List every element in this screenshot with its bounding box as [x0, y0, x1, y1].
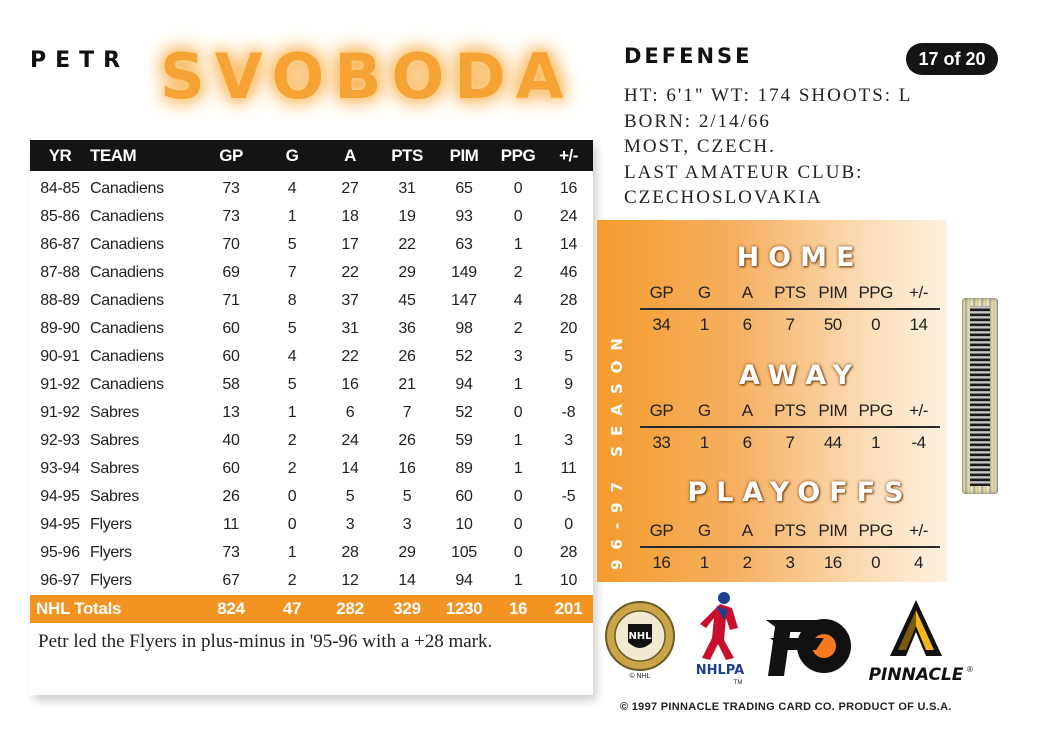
col-header-team: TEAM: [90, 140, 200, 171]
split-header: A: [726, 516, 769, 547]
cell-g: 2: [287, 460, 297, 477]
stats-header-row: [30, 140, 593, 171]
playoffs-gp: 16: [652, 553, 671, 572]
bio-amateur-club: CZECHOSLOVAKIA: [624, 187, 823, 208]
nhlpa-text: NHLPA: [695, 663, 745, 678]
totals-plus-minus: 201: [544, 595, 593, 623]
cell-team: Sabres: [90, 432, 139, 449]
totals-label: NHL Totals: [30, 595, 200, 623]
cell-gp: 13: [222, 404, 240, 421]
col-header-ppg: PPG: [492, 140, 544, 171]
split-header: PPG: [854, 516, 897, 547]
home-gp: 34: [652, 315, 671, 334]
cell-gp: 73: [222, 544, 240, 561]
cell-plus-minus: 24: [559, 208, 578, 225]
cell-g: 8: [287, 292, 297, 309]
player-position: DEFENSE: [624, 44, 753, 68]
playoffs-a: 2: [742, 553, 752, 572]
cell-yr: 93-94: [40, 460, 80, 477]
cell-pts: 29: [398, 544, 416, 561]
cell-ppg: 1: [513, 376, 523, 393]
nhlpa-tm: TM: [733, 680, 743, 686]
player-last-name: SVOBODA: [160, 40, 574, 113]
cell-team: Canadiens: [90, 208, 164, 225]
totals-ppg: 16: [492, 595, 544, 623]
season-label-text: 96-97 SEASON: [608, 328, 626, 570]
career-stats-panel: [30, 140, 593, 695]
cell-plus-minus: 11: [560, 460, 577, 477]
cell-team: Sabres: [90, 460, 139, 477]
totals-pim: 1230: [436, 595, 492, 623]
split-header: GP: [640, 278, 683, 309]
cell-team: Sabres: [90, 404, 139, 421]
cell-yr: 92-93: [40, 432, 80, 449]
split-header: G: [683, 396, 726, 427]
playoffs-ppg: 0: [871, 553, 881, 572]
copyright-line: © 1997 PINNACLE TRADING CARD CO. PRODUCT OF U.S.A.: [620, 701, 952, 713]
cell-plus-minus: -5: [561, 488, 576, 505]
nhlpa-logo: [680, 588, 760, 688]
away-ppg: 1: [871, 433, 881, 452]
cell-g: 4: [287, 348, 297, 365]
cell-ppg: 2: [513, 264, 523, 281]
cell-pim: 63: [455, 236, 473, 253]
cell-pts: 5: [402, 488, 412, 505]
cell-a: 18: [341, 208, 359, 225]
split-header: +/-: [897, 278, 940, 309]
cell-pts: 26: [398, 348, 416, 365]
cell-gp: 11: [222, 516, 239, 533]
cell-yr: 86-87: [40, 236, 80, 253]
cell-gp: 67: [222, 572, 240, 589]
totals-pts: 329: [378, 595, 436, 623]
cell-yr: 89-90: [40, 320, 80, 337]
cell-pts: 22: [398, 236, 416, 253]
cell-gp: 70: [222, 236, 240, 253]
home-pim: 50: [823, 315, 842, 334]
stats-row: [30, 171, 593, 203]
cell-team: Sabres: [90, 488, 139, 505]
cell-plus-minus: 9: [564, 376, 573, 393]
col-header-a: A: [322, 140, 378, 171]
stats-row: [30, 511, 593, 539]
cell-pim: 52: [455, 404, 473, 421]
cell-pts: 3: [402, 516, 412, 533]
cell-pts: 14: [398, 572, 416, 589]
cell-team: Canadiens: [90, 292, 164, 309]
totals-row: [30, 595, 593, 623]
flyers-logo: [762, 612, 858, 680]
away-header-row: [640, 396, 940, 427]
cell-ppg: 1: [513, 432, 523, 449]
cell-plus-minus: 20: [559, 320, 578, 337]
home-plus-minus: 14: [909, 315, 928, 334]
cell-a: 17: [341, 236, 359, 253]
cell-team: Canadiens: [90, 236, 164, 253]
away-plus-minus: -4: [911, 433, 926, 452]
cell-ppg: 0: [513, 404, 523, 421]
nhl-seal-logo: [600, 600, 680, 680]
cell-gp: 60: [222, 348, 240, 365]
col-header-plus-minus: +/-: [544, 140, 593, 171]
cell-g: 5: [287, 236, 297, 253]
cell-g: 1: [287, 208, 297, 225]
career-stats-table: [30, 140, 593, 623]
cell-pim: 93: [455, 208, 473, 225]
cell-ppg: 0: [513, 208, 523, 225]
away-pts: 7: [785, 433, 795, 452]
pinnacle-registered: ®: [967, 665, 973, 674]
cell-yr: 90-91: [40, 348, 80, 365]
totals-gp: 824: [200, 595, 262, 623]
hologram-stripes: [970, 306, 990, 486]
playoffs-plus-minus: 4: [914, 553, 924, 572]
cell-pim: 105: [451, 544, 477, 561]
cell-g: 7: [287, 264, 297, 281]
cell-pts: 21: [398, 376, 416, 393]
home-title: HOME: [736, 242, 864, 273]
svg-text:NHL: NHL: [628, 631, 652, 642]
cell-plus-minus: 3: [564, 432, 573, 449]
bio-born: BORN: 2/14/66: [624, 111, 771, 132]
cell-pim: 89: [455, 460, 473, 477]
cell-team: Canadiens: [90, 320, 164, 337]
cell-gp: 73: [222, 208, 240, 225]
home-values-row: [640, 309, 940, 340]
cell-gp: 40: [222, 432, 240, 449]
pinnacle-text: PINNACLE: [868, 665, 964, 685]
cell-pim: 10: [455, 516, 473, 533]
cell-yr: 91-92: [40, 404, 80, 421]
split-header: PTS: [769, 516, 812, 547]
cell-pts: 7: [402, 404, 412, 421]
cell-plus-minus: 46: [559, 264, 578, 281]
cell-a: 14: [341, 460, 359, 477]
playoffs-pim: 16: [823, 553, 842, 572]
cell-yr: 96-97: [40, 572, 80, 589]
cell-gp: 58: [222, 376, 240, 393]
stats-row: [30, 483, 593, 511]
cell-gp: 60: [222, 460, 240, 477]
cell-a: 16: [341, 376, 359, 393]
cell-plus-minus: -8: [561, 404, 576, 421]
split-header: GP: [640, 516, 683, 547]
cell-pim: 65: [455, 180, 473, 197]
cell-a: 28: [341, 544, 359, 561]
playoffs-values-row: [640, 547, 940, 578]
cell-g: 0: [287, 488, 297, 505]
cell-ppg: 1: [513, 236, 523, 253]
cell-a: 3: [345, 516, 355, 533]
cell-g: 1: [287, 404, 297, 421]
split-header: PTS: [769, 278, 812, 309]
split-header: A: [726, 396, 769, 427]
cell-pts: 36: [398, 320, 416, 337]
cell-g: 4: [287, 180, 297, 197]
playoffs-title: PLAYOFFS: [687, 477, 913, 508]
home-g: 1: [699, 315, 709, 334]
stats-row: [30, 539, 593, 567]
cell-ppg: 0: [513, 516, 523, 533]
away-gp: 33: [652, 433, 671, 452]
cell-a: 6: [345, 404, 355, 421]
split-header: PPG: [854, 278, 897, 309]
season-vertical-label: [608, 232, 628, 572]
cell-yr: 94-95: [40, 488, 80, 505]
pinnacle-logo: [864, 596, 974, 688]
cell-gp: 26: [222, 488, 240, 505]
cell-g: 2: [287, 572, 297, 589]
home-a: 6: [742, 315, 752, 334]
away-values-row: [640, 427, 940, 458]
stats-row: [30, 455, 593, 483]
player-first-name: PETR: [30, 48, 130, 73]
split-header: G: [683, 278, 726, 309]
cell-team: Flyers: [90, 544, 132, 561]
cell-yr: 84-85: [40, 180, 80, 197]
cell-pts: 45: [398, 292, 416, 309]
cell-pts: 19: [398, 208, 416, 225]
cell-plus-minus: 16: [559, 180, 578, 197]
playoffs-split-table: [640, 516, 940, 578]
totals-g: 47: [262, 595, 322, 623]
cell-yr: 94-95: [40, 516, 80, 533]
cell-gp: 73: [222, 180, 240, 197]
cell-ppg: 0: [513, 488, 523, 505]
cell-team: Canadiens: [90, 348, 164, 365]
cell-team: Flyers: [90, 516, 132, 533]
playoffs-header-row: [640, 516, 940, 547]
cell-yr: 91-92: [40, 376, 80, 393]
cell-yr: 95-96: [40, 544, 80, 561]
stats-row: [30, 371, 593, 399]
cell-plus-minus: 5: [564, 348, 573, 365]
split-header: GP: [640, 396, 683, 427]
cell-gp: 71: [222, 292, 240, 309]
home-pts: 7: [785, 315, 795, 334]
cell-pts: 29: [398, 264, 416, 281]
stats-row: [30, 315, 593, 343]
away-title: AWAY: [738, 360, 862, 391]
cell-team: Flyers: [90, 572, 132, 589]
playoffs-g: 1: [699, 553, 709, 572]
cell-pim: 59: [455, 432, 473, 449]
cell-a: 37: [341, 292, 359, 309]
career-note: Petr led the Flyers in plus-minus in '95-96 with a +28 mark.: [38, 631, 493, 652]
cell-a: 24: [341, 432, 359, 449]
cell-gp: 60: [222, 320, 240, 337]
cell-ppg: 4: [513, 292, 523, 309]
cell-ppg: 1: [513, 460, 523, 477]
cell-pim: 94: [455, 376, 473, 393]
split-header: PTS: [769, 396, 812, 427]
cell-plus-minus: 28: [559, 544, 578, 561]
col-header-g: G: [262, 140, 322, 171]
cell-g: 1: [287, 544, 297, 561]
cell-plus-minus: 10: [559, 572, 578, 589]
stats-row: [30, 567, 593, 595]
stats-row: [30, 259, 593, 287]
stats-row: [30, 231, 593, 259]
cell-g: 2: [287, 432, 297, 449]
home-ppg: 0: [871, 315, 881, 334]
cell-pim: 52: [455, 348, 473, 365]
col-header-pim: PIM: [436, 140, 492, 171]
cell-ppg: 0: [513, 544, 523, 561]
col-header-pts: PTS: [378, 140, 436, 171]
cell-g: 5: [287, 376, 297, 393]
card-number-badge: 17 of 20: [906, 43, 998, 75]
cell-ppg: 1: [513, 572, 523, 589]
cell-g: 5: [287, 320, 297, 337]
away-split-table: [640, 396, 940, 458]
totals-a: 282: [322, 595, 378, 623]
stats-row: [30, 399, 593, 427]
away-g: 1: [699, 433, 709, 452]
col-header-yr: YR: [30, 140, 90, 171]
cell-plus-minus: 28: [559, 292, 578, 309]
cell-pts: 31: [398, 180, 416, 197]
split-header: PIM: [811, 278, 854, 309]
home-split-table: [640, 278, 940, 340]
cell-yr: 85-86: [40, 208, 80, 225]
cell-team: Canadiens: [90, 180, 164, 197]
cell-a: 27: [341, 180, 359, 197]
split-header: PPG: [854, 396, 897, 427]
bio-measurements: HT: 6'1" WT: 174 SHOOTS: L: [624, 85, 913, 106]
cell-yr: 88-89: [40, 292, 80, 309]
split-header: G: [683, 516, 726, 547]
nhl-copyright-mark: © NHL: [629, 673, 651, 680]
cell-a: 12: [341, 572, 359, 589]
cell-pim: 94: [455, 572, 473, 589]
cell-pts: 16: [398, 460, 416, 477]
cell-pim: 98: [455, 320, 473, 337]
cell-a: 31: [341, 320, 359, 337]
cell-ppg: 2: [513, 320, 523, 337]
split-header: +/-: [897, 396, 940, 427]
cell-g: 0: [287, 516, 297, 533]
split-header: A: [726, 278, 769, 309]
cell-a: 22: [341, 348, 359, 365]
bio-amateur-label: LAST AMATEUR CLUB:: [624, 162, 864, 183]
away-pim: 44: [823, 433, 842, 452]
away-a: 6: [742, 433, 752, 452]
cell-a: 22: [341, 264, 359, 281]
cell-a: 5: [345, 488, 355, 505]
col-header-gp: GP: [200, 140, 262, 171]
cell-pim: 149: [451, 264, 477, 281]
cell-plus-minus: 14: [559, 236, 578, 253]
stats-row: [30, 287, 593, 315]
cell-gp: 69: [222, 264, 240, 281]
split-header: PIM: [811, 396, 854, 427]
split-header: PIM: [811, 516, 854, 547]
cell-ppg: 3: [513, 348, 523, 365]
cell-pim: 147: [451, 292, 477, 309]
playoffs-pts: 3: [785, 553, 795, 572]
cell-plus-minus: 0: [564, 516, 573, 533]
split-header: +/-: [897, 516, 940, 547]
stats-row: [30, 343, 593, 371]
cell-team: Canadiens: [90, 264, 164, 281]
cell-yr: 87-88: [40, 264, 80, 281]
cell-pts: 26: [398, 432, 416, 449]
bio-birthplace: MOST, CZECH.: [624, 136, 776, 157]
home-header-row: [640, 278, 940, 309]
stats-row: [30, 427, 593, 455]
cell-pim: 60: [455, 488, 473, 505]
stats-row: [30, 203, 593, 231]
cell-ppg: 0: [513, 180, 523, 197]
cell-team: Canadiens: [90, 376, 164, 393]
